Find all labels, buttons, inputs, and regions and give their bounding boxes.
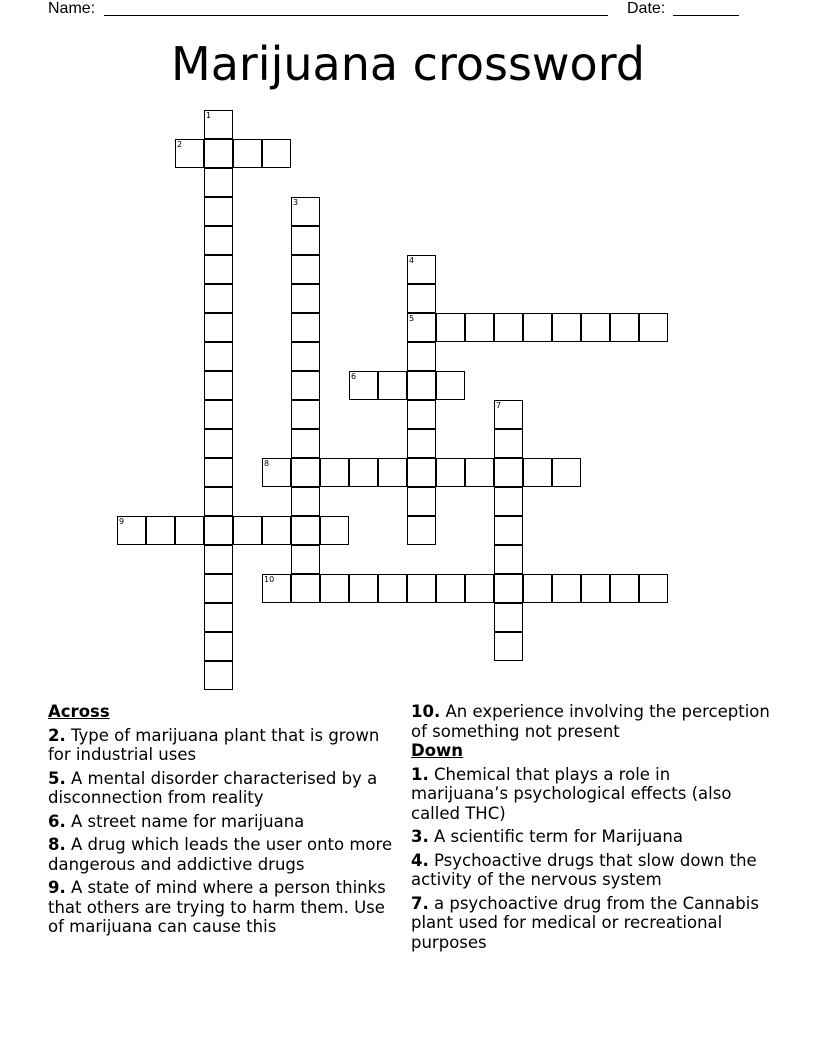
clue-number: 8. — [48, 835, 66, 854]
clue-text: A state of mind where a person thinks that others are trying to harm them. Use of marijuana can cause this — [48, 878, 386, 936]
clue-number: 9. — [48, 878, 66, 897]
grid-cell[interactable] — [262, 139, 291, 168]
grid-cell[interactable] — [407, 429, 436, 458]
grid-cell[interactable] — [523, 574, 552, 603]
grid-cell[interactable] — [204, 168, 233, 197]
grid-cell[interactable] — [204, 342, 233, 371]
grid-cell[interactable] — [204, 487, 233, 516]
grid-cell[interactable] — [204, 197, 233, 226]
clue-number: 10. — [411, 702, 441, 721]
grid-cell[interactable] — [407, 400, 436, 429]
grid-cell[interactable] — [204, 255, 233, 284]
grid-cell[interactable] — [523, 458, 552, 487]
clue-down-4 — [411, 851, 771, 890]
grid-cell[interactable] — [204, 545, 233, 574]
grid-cell[interactable] — [262, 516, 291, 545]
grid-cell[interactable] — [494, 487, 523, 516]
grid-cell[interactable] — [494, 313, 523, 342]
grid-cell[interactable] — [204, 632, 233, 661]
grid-cell[interactable] — [204, 429, 233, 458]
cell-number: 10 — [264, 575, 275, 584]
cell-number: 9 — [119, 517, 125, 526]
grid-cell[interactable] — [494, 429, 523, 458]
grid-cell[interactable] — [494, 574, 523, 603]
grid-cell[interactable] — [204, 458, 233, 487]
across-heading: Across — [48, 702, 110, 721]
grid-cell[interactable] — [436, 574, 465, 603]
grid-cell[interactable] — [291, 516, 320, 545]
grid-cell[interactable] — [639, 313, 668, 342]
grid-cell[interactable] — [204, 139, 233, 168]
clue-number: 4. — [411, 850, 429, 870]
clue-text: An experience involving the perception of something not present — [411, 702, 770, 741]
grid-cell[interactable] — [407, 284, 436, 313]
grid-cell[interactable] — [291, 429, 320, 458]
grid-cell[interactable] — [523, 313, 552, 342]
grid-cell[interactable] — [291, 400, 320, 429]
grid-cell[interactable] — [175, 516, 204, 545]
grid-cell[interactable] — [349, 574, 378, 603]
cell-number: 3 — [293, 198, 299, 207]
clue-text: A drug which leads the user onto more dangerous and addictive drugs — [48, 835, 393, 874]
clue-text: A scientific term for Marijuana — [434, 827, 683, 846]
grid-cell[interactable] — [204, 371, 233, 400]
clue-number: 2. — [48, 725, 66, 745]
cell-number: 2 — [177, 140, 183, 149]
grid-cell[interactable] — [639, 574, 668, 603]
clue-number: 6. — [48, 811, 66, 831]
clue-number: 3. — [411, 827, 429, 846]
grid-cell[interactable] — [581, 574, 610, 603]
grid-cell[interactable] — [494, 545, 523, 574]
grid-cell[interactable] — [291, 574, 320, 603]
grid-cell[interactable] — [233, 516, 262, 545]
grid-cell[interactable] — [378, 371, 407, 400]
grid-cell[interactable] — [552, 574, 581, 603]
grid-cell[interactable] — [494, 516, 523, 545]
cell-number: 8 — [264, 459, 270, 468]
grid-cell[interactable] — [552, 313, 581, 342]
grid-cell[interactable] — [291, 458, 320, 487]
clue-down-7 — [411, 894, 771, 953]
grid-cell[interactable] — [407, 342, 436, 371]
clue-text: Type of marijuana plant that is grown for industrial uses — [48, 725, 380, 764]
clue-text: A street name for marijuana — [71, 811, 305, 831]
page-title: Marijuana crossword — [171, 37, 645, 91]
grid-cell[interactable] — [291, 545, 320, 574]
grid-cell[interactable] — [407, 574, 436, 603]
cell-number: 4 — [409, 256, 415, 265]
grid-cell[interactable] — [465, 458, 494, 487]
grid-cell[interactable] — [407, 458, 436, 487]
clue-across-10 — [411, 702, 771, 741]
clue-across-8 — [48, 835, 398, 874]
grid-cell[interactable] — [204, 603, 233, 632]
grid-cell[interactable] — [552, 458, 581, 487]
clues-column-left — [48, 702, 398, 941]
clue-text: Chemical that plays a role in marijuana’s psychological effects (also called THC) — [411, 764, 732, 823]
grid-cell[interactable] — [349, 458, 378, 487]
grid-cell[interactable] — [407, 516, 436, 545]
grid-cell[interactable] — [320, 574, 349, 603]
grid-cell[interactable] — [233, 139, 262, 168]
clue-across-2 — [48, 726, 398, 765]
grid-cell[interactable] — [291, 342, 320, 371]
grid-cell[interactable] — [378, 458, 407, 487]
cell-number: 6 — [351, 372, 357, 381]
grid-cell[interactable] — [465, 574, 494, 603]
grid-cell[interactable] — [436, 458, 465, 487]
clue-text: a psychoactive drug from the Cannabis plant used for medical or recreational purposes — [411, 893, 759, 952]
clues-column-right — [411, 702, 771, 956]
grid-cell[interactable] — [204, 574, 233, 603]
cell-number: 5 — [409, 314, 415, 323]
grid-cell[interactable] — [494, 603, 523, 632]
grid-cell[interactable] — [291, 284, 320, 313]
clue-down-3 — [411, 827, 771, 847]
clue-text: A mental disorder characterised by a disconnection from reality — [48, 768, 378, 807]
clue-down-1 — [411, 765, 771, 824]
clue-number: 1. — [411, 764, 429, 784]
grid-cell[interactable] — [291, 226, 320, 255]
grid-cell[interactable] — [204, 661, 233, 690]
grid-cell[interactable] — [436, 371, 465, 400]
clue-text: Psychoactive drugs that slow down the activity of the nervous system — [411, 850, 757, 889]
grid-cell[interactable] — [204, 400, 233, 429]
cell-number: 7 — [496, 401, 502, 410]
grid-cell[interactable] — [378, 574, 407, 603]
grid-cell[interactable] — [436, 313, 465, 342]
grid-cell[interactable] — [494, 632, 523, 661]
clue-number: 5. — [48, 768, 66, 788]
name-label: Name: — [48, 0, 96, 17]
grid-cell[interactable] — [320, 516, 349, 545]
grid-cell[interactable] — [407, 371, 436, 400]
grid-cell[interactable] — [291, 371, 320, 400]
clue-across-5 — [48, 769, 398, 808]
grid-cell[interactable] — [465, 313, 494, 342]
grid-cell[interactable] — [291, 487, 320, 516]
grid-cell[interactable] — [320, 458, 349, 487]
date-label: Date: — [627, 0, 666, 17]
grid-cell[interactable] — [146, 516, 175, 545]
grid-cell[interactable] — [291, 255, 320, 284]
grid-cell[interactable] — [204, 313, 233, 342]
grid-cell[interactable] — [581, 313, 610, 342]
grid-cell[interactable] — [204, 516, 233, 545]
clue-across-6 — [48, 812, 398, 832]
grid-cell[interactable] — [291, 313, 320, 342]
clue-across-9 — [48, 878, 398, 937]
clue-number: 7. — [411, 893, 429, 913]
grid-cell[interactable] — [204, 226, 233, 255]
cell-number: 1 — [206, 111, 212, 120]
down-heading: Down — [411, 741, 464, 760]
grid-cell[interactable] — [494, 458, 523, 487]
grid-cell[interactable] — [407, 487, 436, 516]
grid-cell[interactable] — [204, 284, 233, 313]
grid-cell[interactable] — [610, 313, 639, 342]
grid-cell[interactable] — [610, 574, 639, 603]
